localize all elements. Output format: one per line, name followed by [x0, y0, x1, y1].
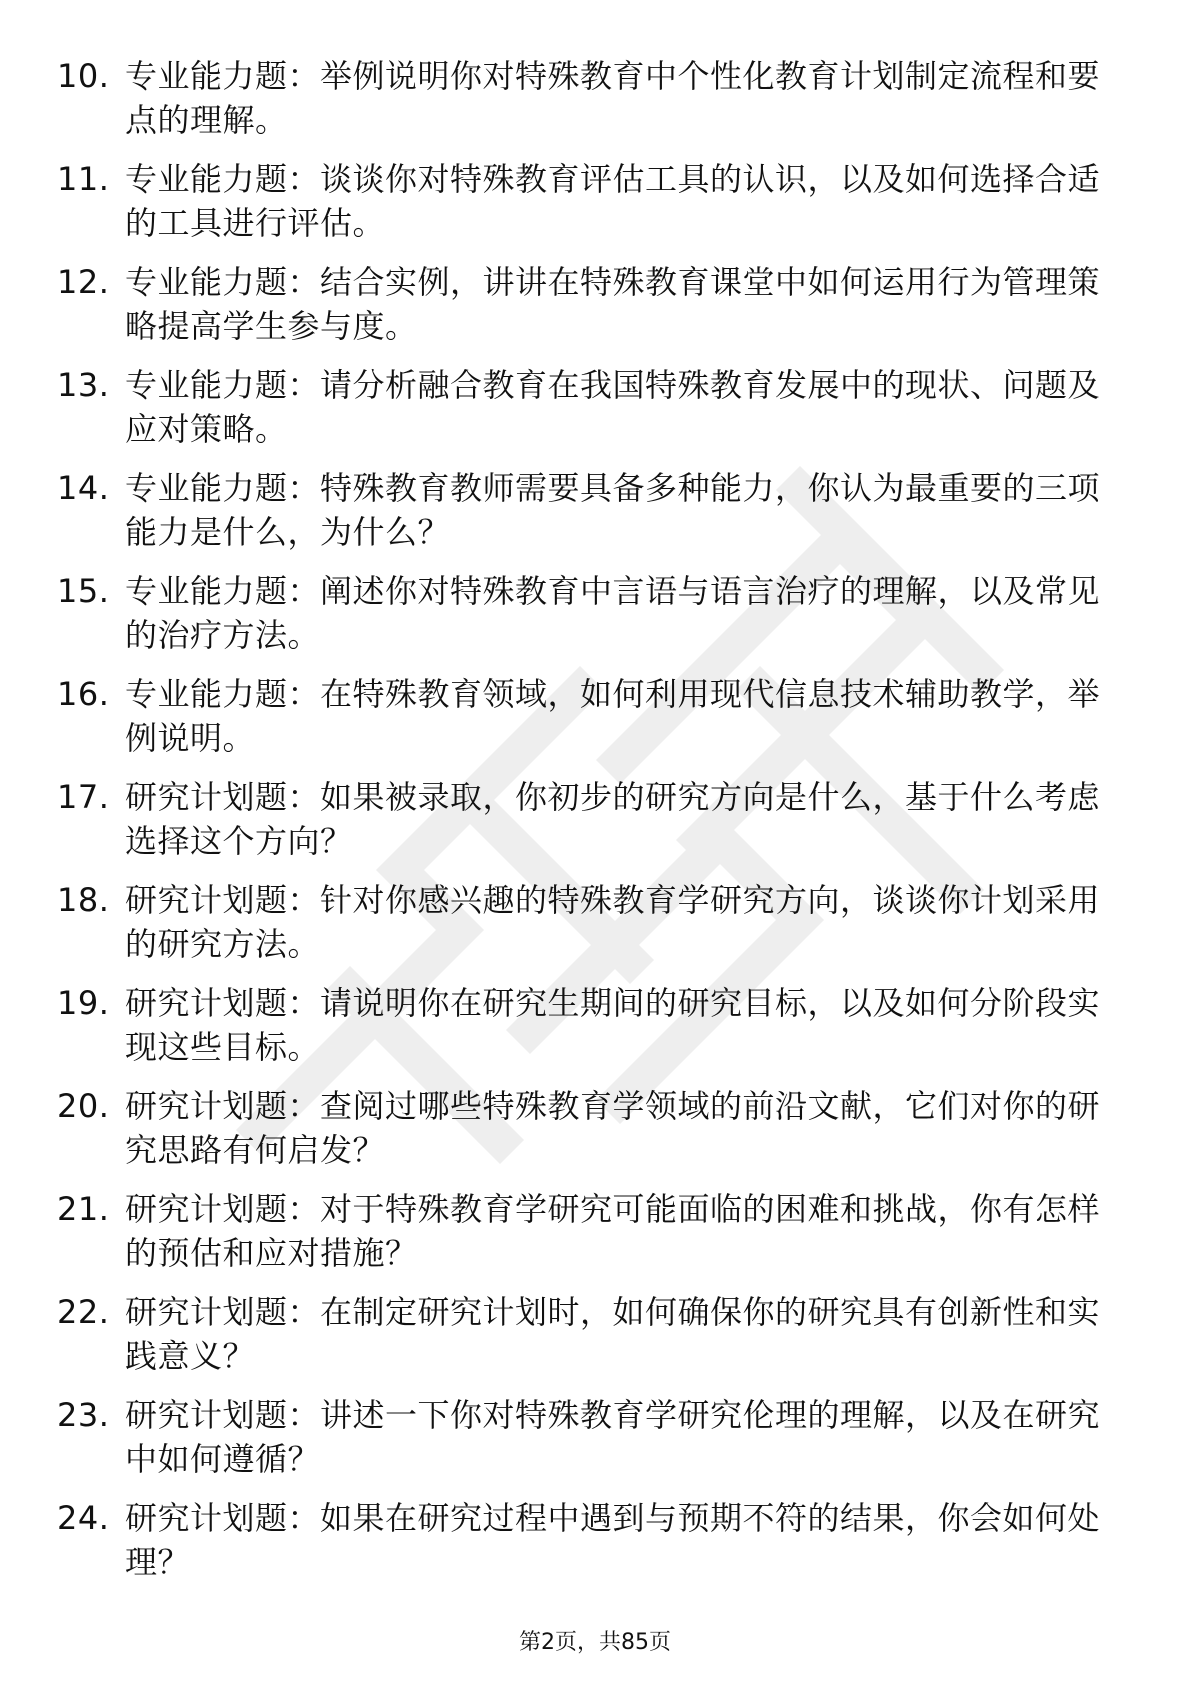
question-number: 21.	[57, 1190, 110, 1228]
question-text: 专业能力题：在特殊教育领域，如何利用现代信息技术辅助教学，举例说明。	[125, 675, 1101, 757]
list-item	[57, 981, 1137, 1069]
question-number: 16.	[57, 675, 110, 713]
list-item	[57, 54, 1137, 142]
question-number: 22.	[57, 1293, 110, 1331]
list-item	[57, 1393, 1137, 1481]
question-number: 20.	[57, 1087, 110, 1125]
question-number: 12.	[57, 263, 110, 301]
question-number: 23.	[57, 1396, 110, 1434]
question-text: 研究计划题：针对你感兴趣的特殊教育学研究方向，谈谈你计划采用的研究方法。	[125, 881, 1101, 963]
list-item	[57, 1084, 1137, 1172]
question-text: 专业能力题：阐述你对特殊教育中言语与语言治疗的理解，以及常见的治疗方法。	[125, 572, 1101, 654]
list-item	[57, 1187, 1137, 1275]
question-number: 10.	[57, 57, 110, 95]
question-number: 18.	[57, 881, 110, 919]
question-number: 19.	[57, 984, 110, 1022]
question-list	[57, 54, 1137, 1599]
question-text: 研究计划题：请说明你在研究生期间的研究目标，以及如何分阶段实现这些目标。	[125, 984, 1101, 1066]
list-item	[57, 260, 1137, 348]
list-item	[57, 157, 1137, 245]
question-text: 研究计划题：在制定研究计划时，如何确保你的研究具有创新性和实践意义？	[125, 1293, 1101, 1375]
question-number: 17.	[57, 778, 110, 816]
question-number: 11.	[57, 160, 110, 198]
page-footer: 第2页，共85页	[519, 1630, 671, 1655]
question-text: 专业能力题：特殊教育教师需要具备多种能力，你认为最重要的三项能力是什么，为什么？	[125, 469, 1101, 551]
list-item	[57, 1496, 1137, 1584]
list-item	[57, 466, 1137, 554]
question-number: 14.	[57, 469, 110, 507]
question-number: 13.	[57, 366, 110, 404]
question-text: 专业能力题：结合实例，讲讲在特殊教育课堂中如何运用行为管理策略提高学生参与度。	[125, 263, 1101, 345]
question-text: 研究计划题：讲述一下你对特殊教育学研究伦理的理解，以及在研究中如何遵循？	[125, 1396, 1101, 1478]
question-text: 研究计划题：查阅过哪些特殊教育学领域的前沿文献，它们对你的研究思路有何启发？	[125, 1087, 1101, 1169]
question-text: 专业能力题：谈谈你对特殊教育评估工具的认识，以及如何选择合适的工具进行评估。	[125, 160, 1101, 242]
list-item	[57, 363, 1137, 451]
question-number: 15.	[57, 572, 110, 610]
question-text: 专业能力题：举例说明你对特殊教育中个性化教育计划制定流程和要点的理解。	[125, 57, 1101, 139]
question-text: 研究计划题：如果在研究过程中遇到与预期不符的结果，你会如何处理？	[125, 1499, 1101, 1581]
list-item	[57, 878, 1137, 966]
list-item	[57, 569, 1137, 657]
list-item	[57, 1290, 1137, 1378]
question-text: 专业能力题：请分析融合教育在我国特殊教育发展中的现状、问题及应对策略。	[125, 366, 1101, 448]
question-text: 研究计划题：如果被录取，你初步的研究方向是什么，基于什么考虑选择这个方向？	[125, 778, 1101, 860]
question-text: 研究计划题：对于特殊教育学研究可能面临的困难和挑战，你有怎样的预估和应对措施？	[125, 1190, 1101, 1272]
list-item	[57, 672, 1137, 760]
list-item	[57, 775, 1137, 863]
question-number: 24.	[57, 1499, 110, 1537]
